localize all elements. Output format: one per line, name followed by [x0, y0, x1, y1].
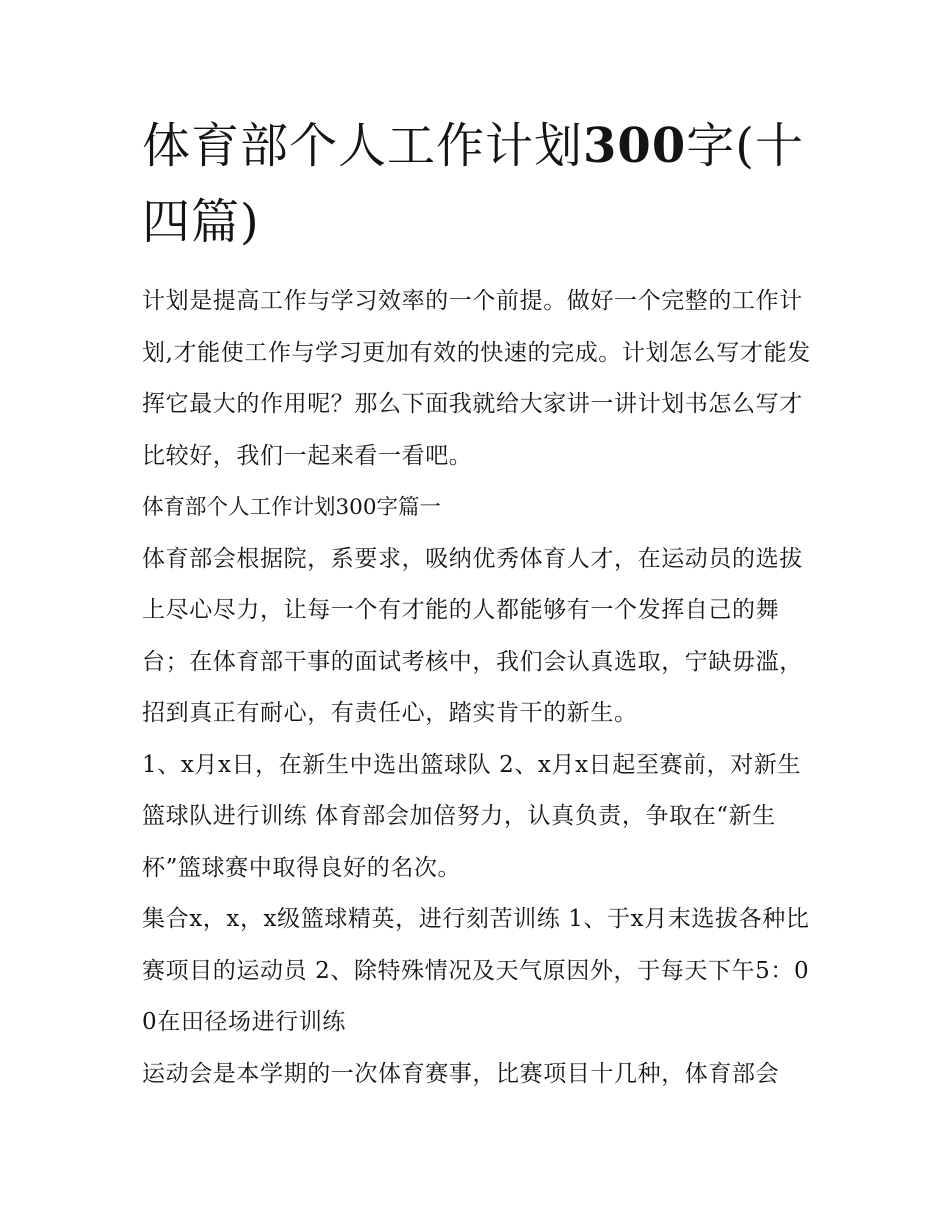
body-paragraph-1: 体育部会根据院，系要求，吸纳优秀体育人才，在运动员的选拔上尽心尽力，让每一个有才能的人都能够有一个发挥自己的舞台；在体育部干事的面试考核中，我们会认真选取，宁缺毋滥，招到真正有耐心，有责任心，踏实肯干的新生。 — [142, 545, 803, 726]
title-number: 300 — [583, 118, 687, 174]
document-title — [142, 108, 822, 260]
document-body — [142, 276, 814, 1100]
body-paragraph-4: 运动会是本学期的一次体育赛事，比赛项目十几种，体育部会 — [142, 1060, 780, 1087]
title-text-part2: 字(十四篇) — [142, 118, 804, 250]
section-heading: 体育部个人工作计划300字篇一 — [142, 495, 442, 520]
title-text-part1: 体育部个人工作计划 — [142, 118, 584, 174]
body-paragraph-2: 1、x月x日，在新生中选出篮球队 2、x月x日起至赛前，对新生篮球队进行训练 体育部会加倍努力，认真负责，争取在“新生杯”篮球赛中取得良好的名次。 — [142, 751, 802, 881]
body-paragraph-3: 集合x，x，x级篮球精英，进行刻苦训练 1、于x月末选拔各种比赛项目的运动员 2、除特殊情况及天气原因外，于每天下午5：00在田径场进行训练 — [142, 906, 810, 1035]
intro-paragraph: 计划是提高工作与学习效率的一个前提。做好一个完整的工作计划,才能使工作与学习更加有效的快速的完成。计划怎么写才能发挥它最大的作用呢？那么下面我就给大家讲一讲计划书怎么写才比较好，我们一起来看一看吧。 — [142, 288, 811, 469]
